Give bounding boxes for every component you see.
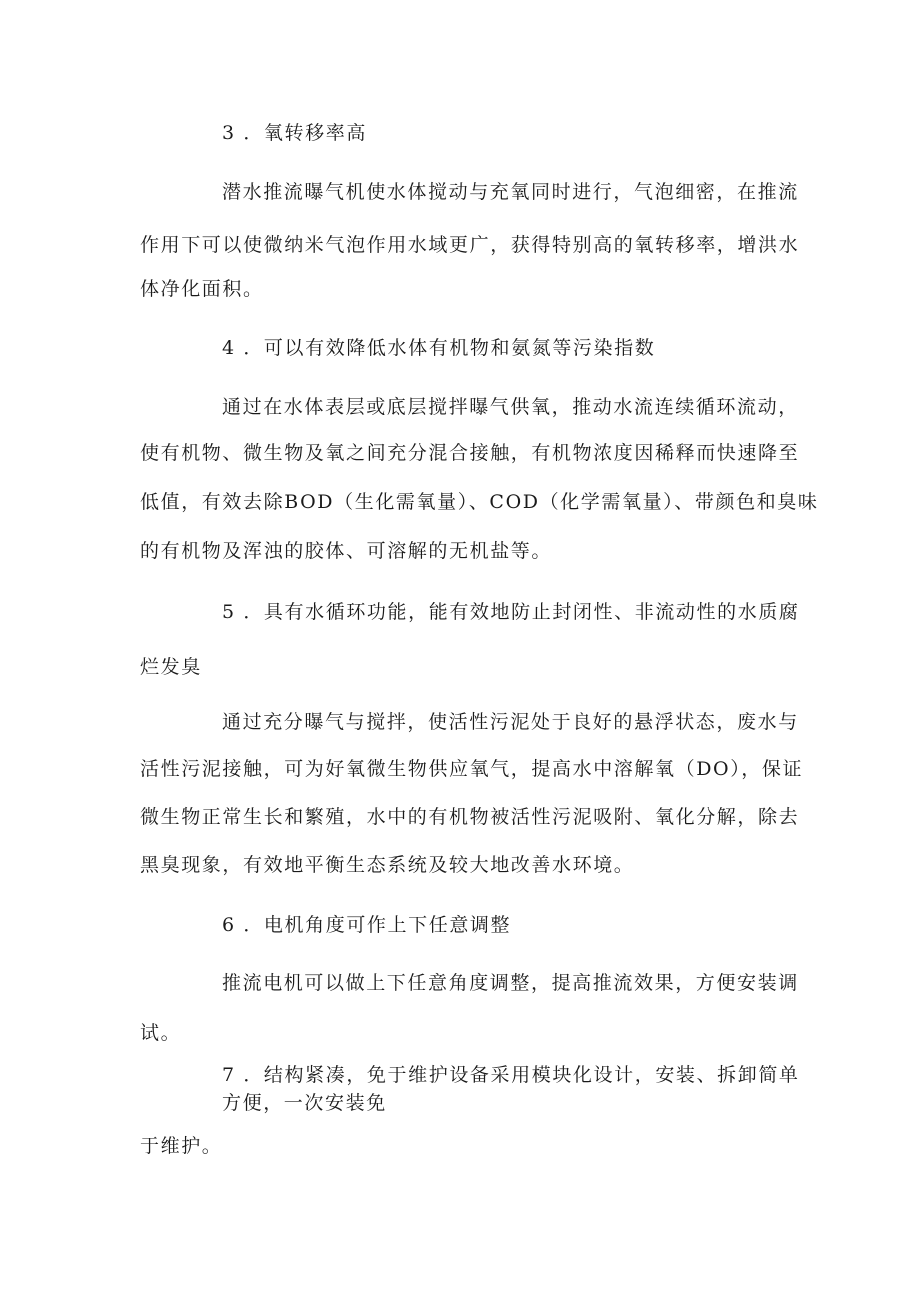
- section-7-line-1: 于维护。: [140, 1135, 223, 1157]
- section-6-line-2: 试。: [140, 1022, 182, 1044]
- section-4-line-3: 低值，有效去除BOD（生化需氧量）、COD（化学需氧量）、带颜色和臭味: [140, 491, 819, 513]
- section-6-heading: 6 ．电机角度可作上下任意调整: [222, 914, 512, 936]
- section-4-heading: 4 ．可以有效降低水体有机物和氨氮等污染指数: [222, 337, 656, 359]
- section-5-line-1: 通过充分曝气与搅拌，使活性污泥处于良好的悬浮状态，废水与: [222, 711, 799, 733]
- section-7-heading-cont: 方便，一次安装免: [222, 1092, 387, 1114]
- section-5-heading: 5 ．具有水循环功能，能有效地防止封闭性、非流动性的水质腐: [222, 601, 800, 623]
- section-3-line-1: 潜水推流曝气机使水体搅动与充氧同时进行，气泡细密，在推流: [222, 181, 799, 203]
- section-3-line-2: 作用下可以使微纳米气泡作用水域更广，获得特别高的氧转移率，增洪水: [140, 234, 800, 256]
- section-5-line-3: 微生物正常生长和繁殖，水中的有机物被活性污泥吸附、氧化分解，除去: [140, 806, 800, 828]
- section-7-heading: 7 ．结构紧凑，免于维护设备采用模块化设计，安装、拆卸简单: [222, 1064, 800, 1086]
- section-4-line-4: 的有机物及浑浊的胶体、可溶解的无机盐等。: [140, 540, 553, 562]
- section-4-line-1: 通过在水体表层或底层搅拌曝气供氧，推动水流连续循环流动，: [222, 396, 799, 418]
- section-6-line-1: 推流电机可以做上下任意角度调整，提高推流效果，方便安装调: [222, 972, 799, 994]
- section-3-heading: 3 ．氧转移率高: [222, 122, 367, 144]
- section-4-line-2: 使有机物、微生物及氧之间充分混合接触，有机物浓度因稀释而快速降至: [140, 442, 800, 464]
- section-5-line-4: 黑臭现象，有效地平衡生态系统及较大地改善水环境。: [140, 854, 635, 876]
- section-3-line-3: 体净化面积。: [140, 278, 264, 300]
- section-5-heading-cont: 烂发臭: [140, 656, 202, 678]
- section-5-line-2: 活性污泥接触，可为好氧微生物供应氧气，提高水中溶解氧（DO），保证: [140, 758, 804, 780]
